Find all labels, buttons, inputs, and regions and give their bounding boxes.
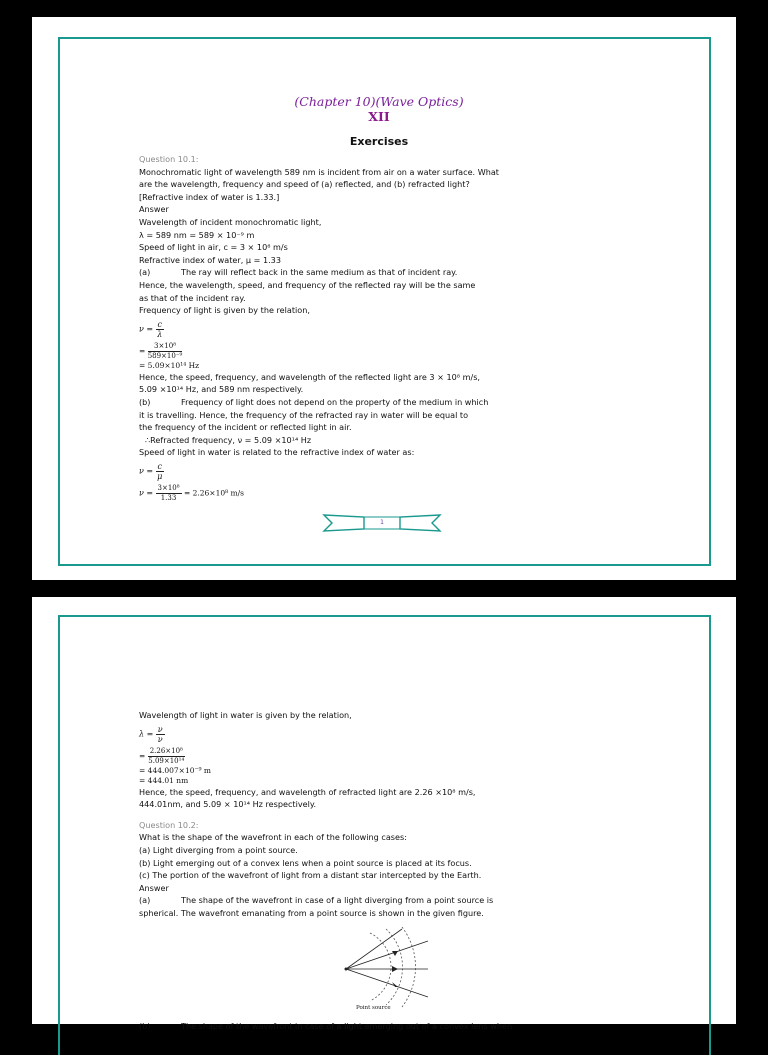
page-footer-ornament [322, 513, 442, 533]
page-1-content [139, 94, 619, 503]
fraction: $\frac{\nu}{\nu}$ [157, 724, 163, 744]
answer-line: spherical. The wavefront emanating from a point source is shown in the given figure. [139, 907, 484, 918]
equation-wavelength: λ = $\frac{\nu}{\nu}$ [139, 724, 163, 744]
spherical-wavefront-diagram [340, 927, 432, 1007]
figure-caption: Point source [356, 1005, 391, 1011]
answer-line: Hence, the speed, frequency, and wavelength of the reflected light are 3 × 10⁸ m/s, [139, 371, 481, 382]
answer-line: Speed of light in water is related to the refractive index of water as: [139, 447, 415, 458]
answer-line: λ = 589 nm = 589 × 10⁻⁹ m [139, 229, 255, 240]
answer-line: it is travelling. Hence, the frequency of the refracted ray in water will be equal to [139, 409, 469, 420]
equation-frequency: ν = $\frac{c}{\lambda}$ [139, 319, 163, 339]
question-line: (c) The portion of the wavefront of light from a distant star intercepted by the Earth. [139, 870, 482, 881]
equation-result: = 5.09×10¹⁴ Hz [139, 360, 200, 370]
answer-line: Hence, the wavelength, speed, and frequency of the reflected ray will be the same [139, 279, 476, 290]
answer-line: Hence, the speed, frequency, and wavelength of refracted light are 2.26 ×10⁸ m/s, [139, 786, 476, 797]
question-line: (b) Light emerging out of a convex lens when a point source is placed at its focus. [139, 857, 472, 868]
answer-line: as that of the incident ray. [139, 292, 246, 303]
fraction: $\frac{c}{\lambda}$ [157, 319, 163, 339]
equation-speed: ν = $\frac{c}{\mu}$ [139, 461, 163, 481]
answer-line: Speed of light in air, c = 3 × 10⁸ m/s [139, 242, 288, 253]
page-number: 1 [380, 519, 384, 526]
question-line: What is the shape of the wavefront in each of the following cases: [139, 832, 407, 843]
fraction: $\frac{\text{3×10⁸}}{1.33}$ [157, 483, 180, 502]
answer-line: Frequency of light is given by the relation, [139, 305, 310, 316]
class-label: XII [368, 109, 390, 124]
equation-result: = 444.007×10⁻⁹ m [139, 765, 211, 775]
answer-line: Refractive index of water, μ = 1.33 [139, 254, 281, 265]
equation-result: = 444.01 nm [139, 775, 189, 785]
equation-substitution: = $\frac{\text{2.26×10⁸}}{\text{5.09×10¹⁴}}$ [139, 746, 185, 765]
fraction: $\frac{\text{2.26×10⁸}}{\text{5.09×10¹⁴}}$ [148, 746, 185, 765]
answer-line: Wavelength of incident monochromatic light, [139, 216, 322, 227]
part-a: (a) The shape of the wavefront in case of a light diverging from a point source is [139, 895, 494, 906]
answer-line: 444.01nm, and 5.09 × 10¹⁴ Hz respectively. [139, 799, 317, 810]
question-line: (a) Light diverging from a point source. [139, 844, 298, 855]
exercises-heading: Exercises [349, 135, 409, 148]
part-b: (b) Frequency of light does not depend on the property of the medium in which [139, 396, 489, 407]
document-page-2 [32, 597, 736, 1031]
document-page-1 [32, 17, 736, 580]
answer-label: Answer [139, 204, 169, 215]
question-label: Question 10.2: [139, 819, 199, 830]
fraction: $\frac{\text{3×10⁸}}{\text{589×10⁻⁹}}$ [147, 341, 183, 360]
answer-line: Wavelength of light in water is given by the relation, [139, 710, 352, 720]
chapter-title: (Chapter 10)(Wave Optics) [294, 94, 464, 109]
answer-label: Answer [139, 882, 169, 893]
answer-line: the frequency of the incident or reflected light in air. [139, 422, 352, 433]
refracted-frequency: ∴Refracted frequency, ν = 5.09 ×10¹⁴ Hz [145, 434, 312, 445]
answer-line: 5.09 ×10¹⁴ Hz, and 589 nm respectively. [139, 384, 304, 395]
question-label: Question 10.1: [139, 154, 199, 164]
equation-speed-result: ν = $\frac{\text{3×10⁸}}{1.33}$ = 2.26×10⁸ m/s [139, 483, 245, 502]
wavefront-figure [340, 927, 432, 1017]
part-a: (a) The ray will reflect back in the same medium as that of incident ray. [139, 267, 458, 278]
partial-line: (b) The shape of the wavefront in case of a light emerging out of a convex lens when [139, 1021, 513, 1031]
question-text: Monochromatic light of wavelength 589 nm is incident from air on a water surface. What are the wavelength, frequency and speed of (a) reflected, and (b) refracted light? [Refractive index of water is 1.33.] [139, 166, 499, 202]
equation-substitution: = $\frac{\text{3×10⁸}}{\text{589×10⁻⁹}}$ [139, 341, 183, 360]
page-2-content [139, 709, 619, 920]
fraction: $\frac{c}{\mu}$ [157, 461, 163, 481]
